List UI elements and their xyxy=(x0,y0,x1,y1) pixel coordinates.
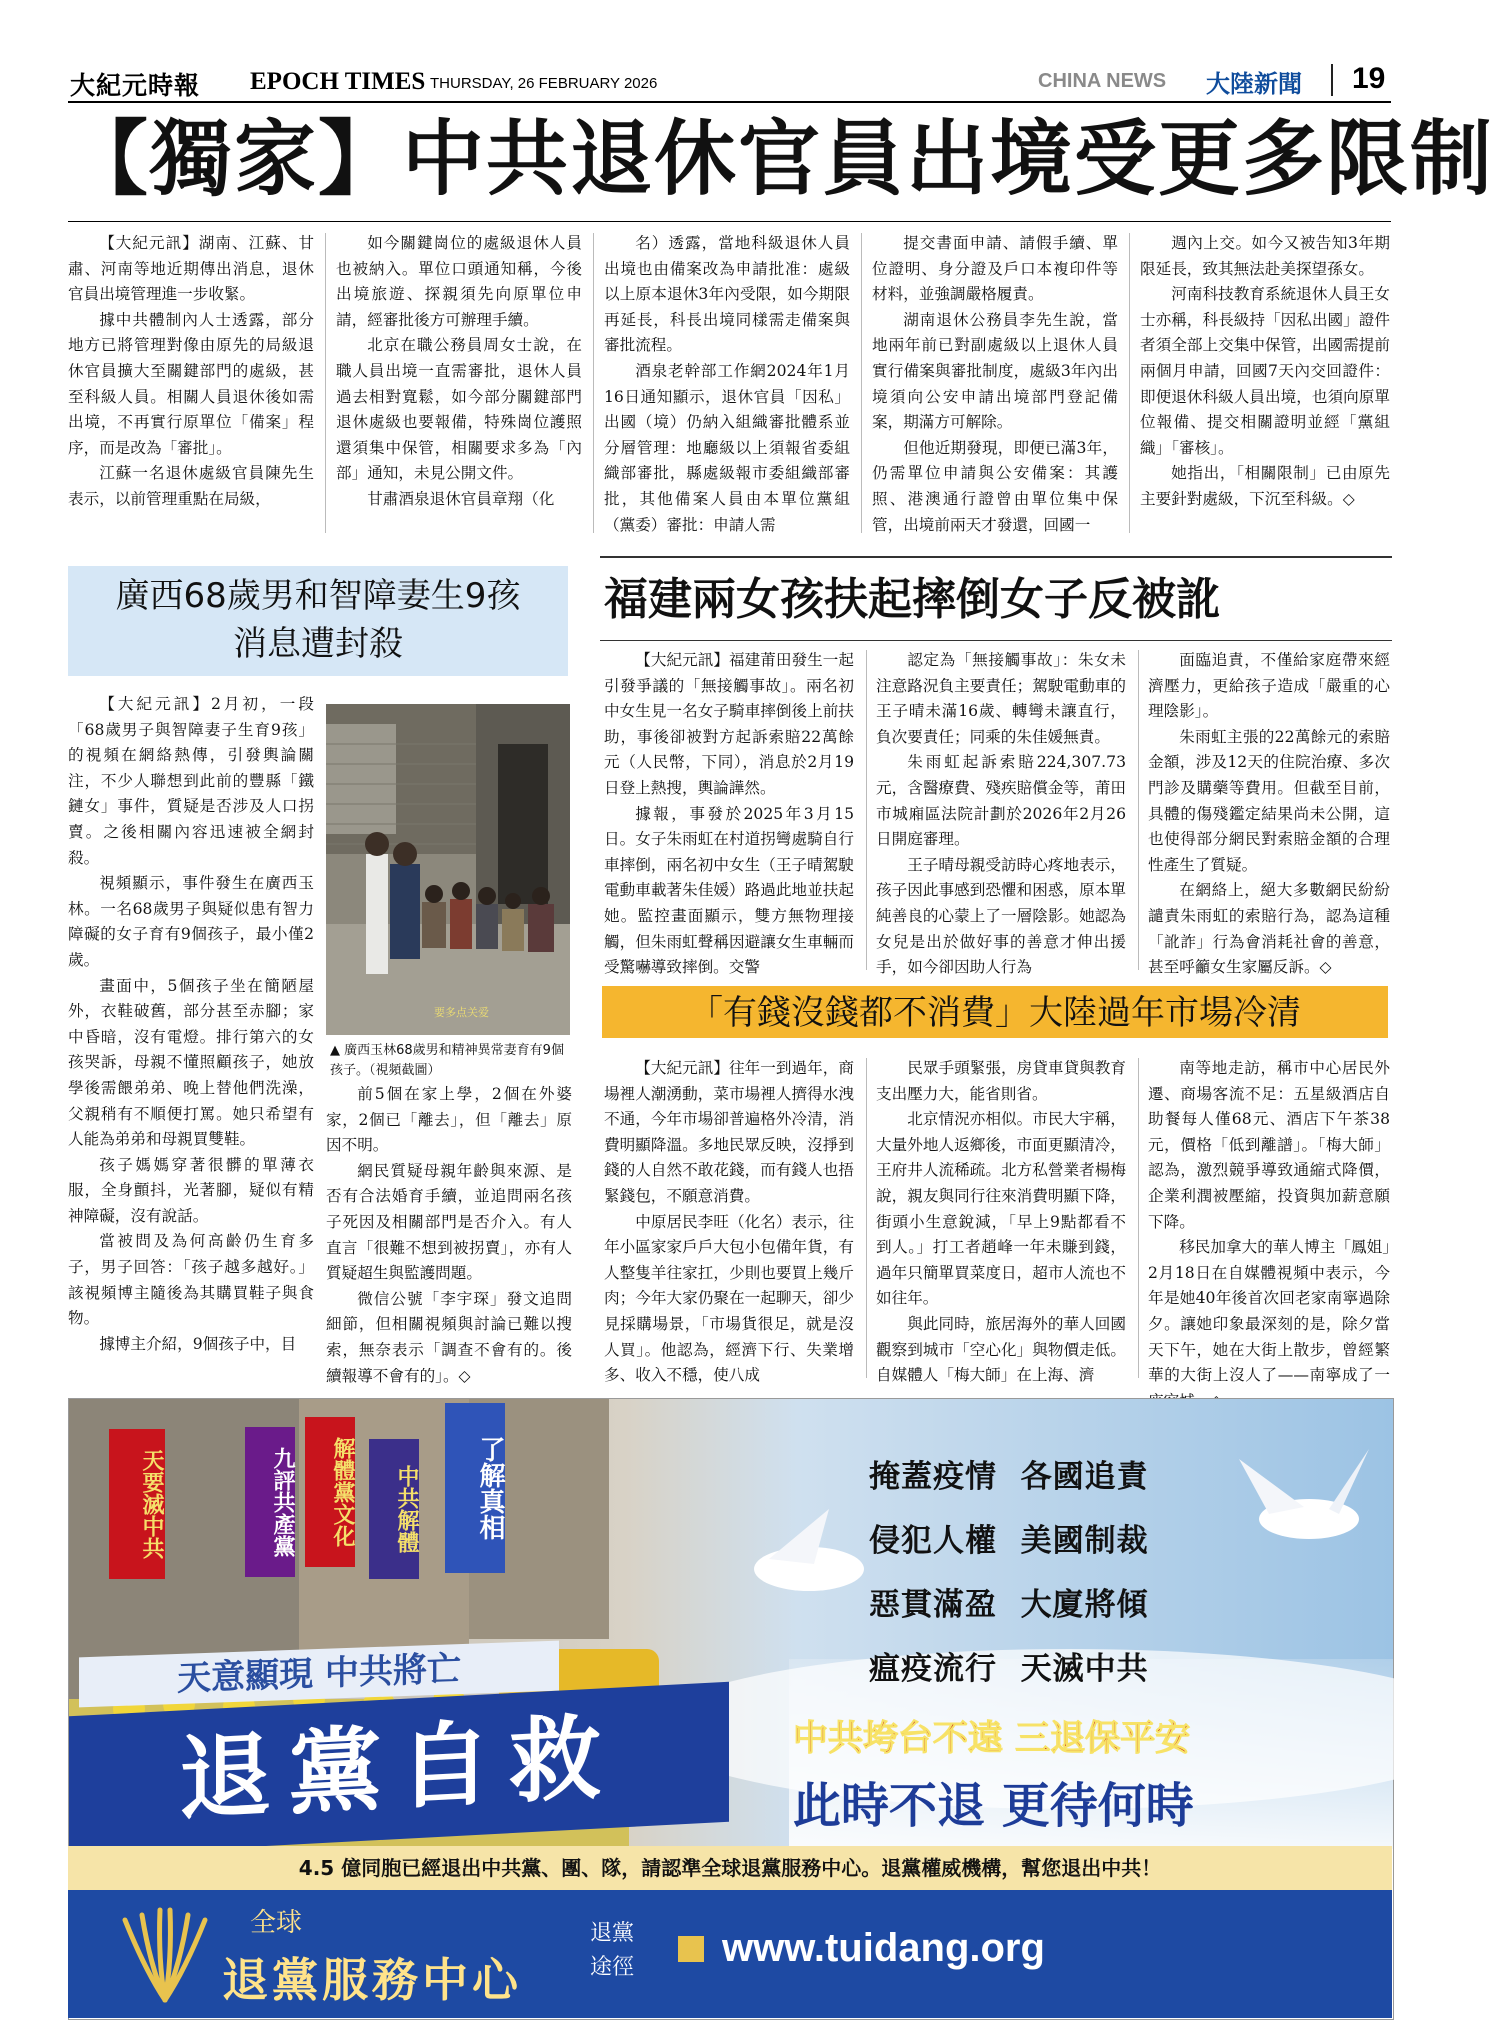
slogan-row-3 xyxy=(869,1579,1149,1624)
lead-headline: 【獨家】中共退休官員出境受更多限制 xyxy=(66,112,1494,207)
guangxi-headline-line2: 消息遭封殺 xyxy=(233,624,403,664)
paragraph: 週內上交。如今又被告知3年期限延長，致其無法赴美探望孫女。 xyxy=(1140,234,1390,278)
flag-2: 九評共產黨 xyxy=(245,1427,295,1577)
masthead-rule xyxy=(68,101,1391,103)
slogan-row-2 xyxy=(869,1515,1149,1560)
guangxi-headline xyxy=(68,572,568,668)
red-slogan: 中共垮台不遠 三退保平安 xyxy=(793,1719,1191,1759)
lead-column-1 xyxy=(68,231,314,541)
blue-slogan: 此時不退 更待何時 xyxy=(793,1778,1194,1834)
path-label-top: 退黨 xyxy=(590,1921,635,1946)
paragraph: 如今關鍵崗位的處級退休人員也被納入。單位口頭通知稱，今後出境旅遊、探親須先向原單位申請，經審批後方可辦理手續。 xyxy=(336,234,582,329)
paragraph: 在網絡上，絕大多數網民紛紛譴責朱雨虹的索賠行為，認為這種「訛詐」行為會消耗社會的善意，甚至呼籲女生家屬反訴。◇ xyxy=(1148,881,1390,977)
lead-column-3 xyxy=(604,231,850,541)
masthead-section-cn: 大陸新聞 xyxy=(1206,70,1302,98)
paragraph: 中原居民李旺（化名）表示，往年小區家家戶戶大包小包備年貨，有人整隻羊往家扛，少則也要買上幾斤肉；今年大家仍聚在一起聊天，卻少見採購場景，「市場貨很足，就是沒人買」。他認為，經濟下行、失業增多、收入不穩，使八成 xyxy=(604,1212,854,1385)
column-divider xyxy=(593,233,594,533)
paragraph: 甘肅酒泉退休官員章翔（化 xyxy=(367,489,555,508)
masthead-logo-cn: 大紀元時報 xyxy=(70,71,201,100)
paragraph: 朱雨虹起訴索賠224,307.73元，含醫療費、殘疾賠償金等，莆田市城廂區法院計劃於2026年2月26日開庭審理。 xyxy=(876,753,1126,849)
paragraph: 江蘇一名退休處級官員陳先生表示，以前管理重點在局級， xyxy=(68,464,314,508)
paragraph: 湖南退休公務員李先生說，當地兩年前已對副處級以上退休人員實行備案與審批制度，處級3年內出境須向公安申請出境部門登記備案，期滿方可解除。 xyxy=(872,310,1118,432)
paragraph: 視頻顯示，事件發生在廣西玉林。一名68歲男子與疑似患有智力障礙的女子育有9個孩子，最小僅2歲。 xyxy=(68,874,314,969)
column-divider xyxy=(1138,1058,1139,1378)
paragraph: 名）透露，當地科級退休人員出境也由備案改為申請批准：處級以上原本退休3年內受限，如今期限再延長，科長出境同樣需走備案與審批流程。 xyxy=(604,234,850,355)
masthead-section-en: CHINA NEWS xyxy=(1038,70,1167,92)
column-divider xyxy=(866,650,867,970)
fujian-headline: 福建兩女孩扶起摔倒女子反被訛 xyxy=(604,574,1220,625)
fujian-bottom-rule xyxy=(600,640,1392,641)
market-column-2 xyxy=(876,1056,1126,1386)
market-column-3 xyxy=(1148,1056,1390,1386)
center-label-small: 全球 xyxy=(250,1908,303,1938)
guangxi-column-left xyxy=(68,692,314,1382)
paragraph: 面臨追責，不僅給家庭帶來經濟壓力，更給孩子造成「嚴重的心理陰影」。 xyxy=(1148,651,1390,721)
market-headline: 「有錢沒錢都不消費」大陸過年市場冷清 xyxy=(689,993,1301,1033)
phoenix-logo-icon xyxy=(110,1900,220,2014)
paragraph: 孩子媽媽穿著很髒的單薄衣服，全身顫抖，光著腳，疑似有精神障礙，沒有說話。 xyxy=(68,1155,314,1225)
paragraph: 【大紀元訊】2月初，一段「68歲男子與智障妻子生育9孩」的視頻在網絡熱傳，引發輿論關注，不少人聯想到此前的豐縣「鐵鏈女」事件，質疑是否涉及人口拐賣。之後相關內容迅速被全網封殺。 xyxy=(68,695,314,867)
guangxi-headline-line1: 廣西68歲男和智障妻生9孩 xyxy=(115,576,521,616)
guangxi-photo-caption: ▲ 廣西玉林68歲男和精神異常妻育有9個孩子。（視頻截圖） xyxy=(330,1043,564,1078)
paragraph: 【大紀元訊】湖南、江蘇、甘肅、河南等地近期傳出消息，退休官員出境管理進一步收緊。 xyxy=(68,234,314,304)
paragraph: 據博主介紹，9個孩子中，目 xyxy=(99,1334,297,1353)
slogan-1b: 各國追責 xyxy=(1020,1459,1149,1495)
flag-5: 了解真相 xyxy=(445,1403,505,1573)
paragraph: 王子晴母親受訪時心疼地表示，孩子因此事感到恐懼和困惑，原本單純善良的心蒙上了一層陰影。她認為女兒是出於做好事的善意才伸出援手，如今卻因助人行為 xyxy=(876,855,1126,977)
guangxi-column-right xyxy=(326,1082,572,1385)
slogan-4a: 瘟疫流行 xyxy=(869,1651,997,1687)
paragraph: 畫面中，5個孩子坐在簡陋屋外，衣鞋破舊，部分甚至赤腳；家中昏暗，沒有電燈。排行第六的女孩哭訴，母親不懂照顧孩子，她放學後需餵弟弟、晚上替他們洗澡，父親稍有不順便打罵。她只希望有人能為弟弟和母親買雙鞋。 xyxy=(68,976,314,1149)
flag-3: 解體黨文化 xyxy=(305,1417,355,1567)
paragraph: 據報，事發於2025年3月15日。女子朱雨虹在村道拐彎處騎自行車摔倒，兩名初中女生（王子晴駕駛電動車載著朱佳媛）路過此地並扶起她。監控畫面顯示，雙方無物理接觸，但朱雨虹聲稱因避讓女生車輛而受驚嚇導致摔倒。交警 xyxy=(604,804,854,977)
bullet-square-icon xyxy=(678,1936,704,1962)
paragraph: 前5個在家上學，2個在外婆家，2個已「離去」，但「離去」原因不明。 xyxy=(326,1085,572,1155)
masthead-logo-en: EPOCH TIMES xyxy=(250,68,426,95)
paragraph: 網民質疑母親年齡與來源、是否有合法婚育手續，並追問兩名孩子死因及相關部門是否介入。有人直言「很難不想到被拐賣」，亦有人質疑超生與監護問題。 xyxy=(326,1161,572,1283)
slogan-3a: 惡貫滿盈 xyxy=(869,1587,997,1623)
column-divider xyxy=(861,233,862,533)
masthead-date: THURSDAY, 26 FEBRUARY 2026 xyxy=(430,75,658,92)
slogan-row-4 xyxy=(869,1643,1149,1688)
paragraph: 南等地走訪，稱市中心居民外遷、商場客流不足：五星級酒店自助餐每人僅68元、酒店下午茶38元，價格「低到離譜」。「梅大師」認為，激烈競爭導致通縮式降價，企業利潤被壓縮，投資與加薪意願下降。 xyxy=(1148,1059,1390,1231)
masthead-divider xyxy=(1331,64,1333,96)
fujian-top-rule xyxy=(600,556,1392,558)
column-divider xyxy=(1138,650,1139,970)
column-divider xyxy=(1129,233,1130,533)
page-number: 19 xyxy=(1352,62,1386,95)
slogan-4b: 天滅中共 xyxy=(1020,1651,1149,1687)
ad-info-strip-text: 4.5 億同胞已經退出中共黨、團、隊，請認準全球退黨服務中心。退黨權威機構，幫您退出中共！ xyxy=(298,1856,1162,1880)
paragraph: 河南科技教育系統退休人員王女士亦稱，科長級持「因私出國」證件者須全部上交集中保管，出國需提前兩個月申請，回國7天內交回證件：即便退休科級人員出境，也須向原單位報備、提交相關證明並經「黨組織」「審核」。 xyxy=(1140,285,1390,457)
slogan-2a: 侵犯人權 xyxy=(869,1523,997,1559)
paragraph: 民眾手頭緊張，房貸車貸與教育支出壓力大，能省則省。 xyxy=(876,1059,1126,1103)
lead-column-5 xyxy=(1140,231,1390,541)
fujian-column-2 xyxy=(876,648,1126,978)
paragraph: 微信公號「李宇琛」發文追問細節，但相關視頻與討論已難以搜索，無奈表示「調查不會有的。後續報導不會有的」。◇ xyxy=(326,1289,572,1385)
flag-4: 中共解體 xyxy=(369,1439,419,1579)
market-column-1 xyxy=(604,1056,854,1386)
slogan-2b: 美國制裁 xyxy=(1020,1523,1149,1559)
lead-column-2 xyxy=(336,231,582,541)
column-divider xyxy=(325,233,326,533)
village-scene-image xyxy=(326,704,570,1035)
headline-rule xyxy=(68,221,1391,222)
fujian-column-1 xyxy=(604,648,854,978)
paragraph: 與此同時，旅居海外的華人回國觀察到城市「空心化」與物價走低。自媒體人「梅大師」在上海、濟 xyxy=(876,1314,1126,1385)
paragraph: 認定為「無接觸事故」：朱女未注意路況負主要責任；駕駛電動車的王子晴未滿16歲、轉彎未讓直行，負次要責任；同乘的朱佳媛無責。 xyxy=(876,651,1126,746)
paragraph: 但他近期發現，即便已滿3年，仍需單位申請與公安備案：其護照、港澳通行證曾由單位集中保管，出境前兩天才發還，回國一 xyxy=(872,438,1118,534)
slogan-1a: 掩蓋疫情 xyxy=(869,1459,997,1495)
paragraph: 朱雨虹主張的22萬餘元的索賠金額，涉及12天的住院治療、多次門診及購藥等費用。但截至目前，具體的傷殘鑑定結果尚未公開，這也使得部分網民對索賠金額的合理性產生了質疑。 xyxy=(1148,727,1390,874)
guangxi-photo xyxy=(326,704,570,1035)
banner-top: 天意顯現 中共將亡 xyxy=(79,1641,559,1708)
lead-column-4 xyxy=(872,231,1118,541)
photo-watermark: 要多点关爱 xyxy=(434,1006,489,1019)
paragraph: 北京情況亦相似。市民大宇稱，大量外地人返鄉後，市面更顯清冷，王府井人流稀疏。北方私營業者楊梅說，親友與同行往來消費明顯下降，街頭小生意銳減，「早上9點都看不到人。」打工者趙峰一年未賺到錢，過年只簡單買菜度日，超市人流也不如往年。 xyxy=(876,1110,1126,1308)
paragraph: 提交書面申請、請假手續、單位證明、身分證及戶口本複印件等材料，並強調嚴格履責。 xyxy=(872,234,1118,304)
paragraph: 移民加拿大的華人博主「鳳姐」2月18日在自媒體視頻中表示，今年是她40年後首次回老家南寧過除夕。讓她印象最深刻的是，除夕當天下午，她在大街上散步，曾經繁華的大街上沒人了——南寧成了一 xyxy=(1148,1238,1390,1385)
paragraph: 【大紀元訊】往年一到過年，商場裡人潮湧動，菜市場裡人擠得水洩不通，今年市場卻普遍格外冷清，消費明顯降溫。多地民眾反映，沒掙到錢的人自然不敢花錢，而有錢人也捂緊錢包，不願意消費。 xyxy=(604,1059,854,1205)
paragraph: 據中共體制內人士透露，部分地方已將管理對像由原先的局級退休官員擴大至關鍵部門的處級，甚至科級人員。相關人員退休後如需出境，不再實行原單位「備案」程序，而是改為「審批」。 xyxy=(68,310,314,457)
flag-1: 天要滅中共 xyxy=(109,1429,165,1579)
path-label-bottom: 途徑 xyxy=(590,1955,635,1980)
slogan-3b: 大廈將傾 xyxy=(1020,1587,1149,1623)
column-divider xyxy=(866,1058,867,1378)
banner-main: 退黨自救 xyxy=(69,1682,729,1857)
tuidang-url-link[interactable]: www.tuidang.org xyxy=(722,1926,1045,1970)
paragraph: 北京在職公務員周女士說，在職人員出境一直需審批，退休人員過去相對寬鬆，如今部分關鍵部門退休處級也要報備，特殊崗位護照還須集中保管，相關要求多為「內部」通知，未見公開文件。 xyxy=(336,336,582,483)
paragraph: 她指出，「相關限制」已由原先主要針對處級，下沉至科級。◇ xyxy=(1140,464,1390,508)
paragraph: 當被問及為何高齡仍生育多子，男子回答：「孩子越多越好。」該視頻博主隨後為其購買鞋子與食物。 xyxy=(68,1232,314,1328)
paragraph: 酒泉老幹部工作網2024年1月16日通知顯示，退休官員「因私」出國（境）仍納入組織審批體系並分層管理：地廳級以上須報省委組織部審批，縣處級報市委組織部審批，其他備案人員由本單位黨組（黨委）審批：申請人需 xyxy=(604,361,850,534)
slogan-row-1 xyxy=(869,1451,1149,1496)
paragraph: 【大紀元訊】福建莆田發生一起引發爭議的「無接觸事故」。兩名初中女生見一名女子騎車摔倒後上前扶助，事後卻被對方起訴索賠22萬餘元（人民幣，下同），消息於2月19日登上熱搜，輿論譁然。 xyxy=(604,651,854,797)
fujian-column-3 xyxy=(1148,648,1390,978)
center-label-big: 退黨服務中心 xyxy=(222,1953,522,2007)
